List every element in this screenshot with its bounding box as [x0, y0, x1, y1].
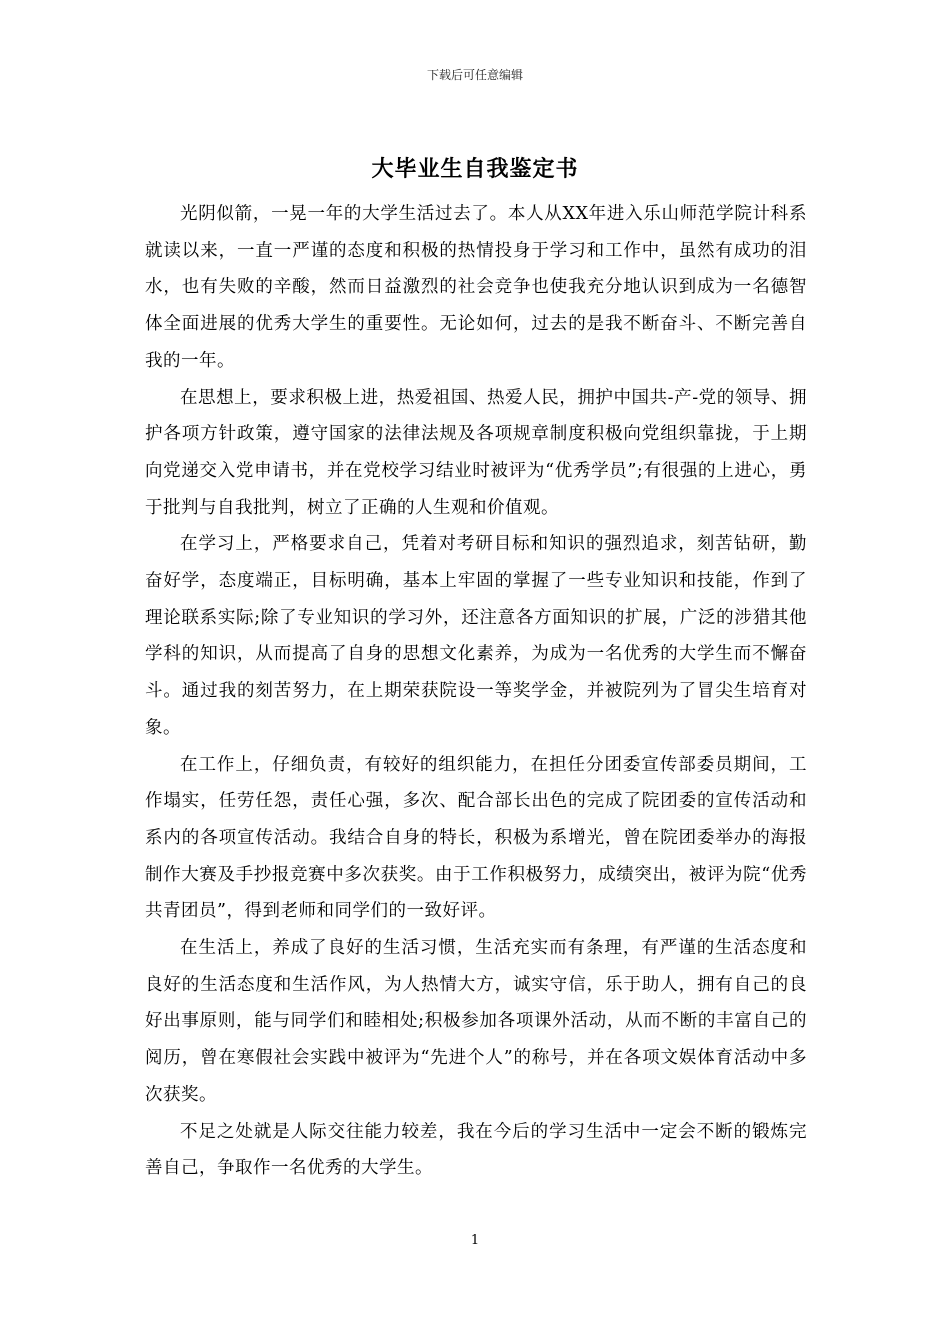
paragraph-intro: 光阴似箭，一晃一年的大学生活过去了。本人从XX年进入乐山师范学院计科系就读以来，一直一严谨的态度和积极的热情投身于学习和工作中，虽然有成功的泪水，也有失败的辛酸，然而日益激烈的社会竞争也使我充分地认识到成为一名德智体全面进展的优秀大学生的重要性。无论如何，过去的是我不断奋斗、不断完善自我的一年。: [145, 204, 807, 371]
paragraph-shortcoming: 不足之处就是人际交往能力较差，我在今后的学习生活中一定会不断的锻炼完善自己，争取作一名优秀的大学生。: [145, 1121, 807, 1179]
page-number: 1: [470, 1233, 480, 1248]
header-note: 下载后可任意编辑: [426, 68, 523, 82]
paragraph-thought: 在思想上，要求积极上进，热爱祖国、热爱人民，拥护中国共-产-党的领导、拥护各项方针政策，遵守国家的法律法规及各项规章制度积极向党组织靠拢，于上期向党递交入党申请书，并在党校学习结业时被评为“优秀学员”;有很强的上进心，勇于批判与自我批判，树立了正确的人生观和价值观。: [145, 387, 807, 518]
paragraph-life: 在生活上，养成了良好的生活习惯，生活充实而有条理，有严谨的生活态度和良好的生活态度和生活作风，为人热情大方，诚实守信，乐于助人，拥有自己的良好出事原则，能与同学们和睦相处;积极参加各项课外活动，从而不断的丰富自己的阅历，曾在寒假社会实践中被评为“先进个人”的称号，并在各项文娱体育活动中多次获奖。: [145, 938, 807, 1105]
paragraph-work: 在工作上，仔细负责，有较好的组织能力，在担任分团委宣传部委员期间，工作塌实，任劳任怨，责任心强，多次、配合部长出色的完成了院团委的宣传活动和系内的各项宣传活动。我结合自身的特长，积极为系增光，曾在院团委举办的海报制作大赛及手抄报竞赛中多次获奖。由于工作积极努力，成绩突出，被评为院“优秀共青团员”，得到老师和同学们的一致好评。: [145, 754, 807, 922]
document-title: 大毕业生自我鉴定书: [371, 157, 579, 182]
document-body: [145, 196, 807, 1187]
paragraph-study: 在学习上，严格要求自己，凭着对考研目标和知识的强烈追求，刻苦钻研，勤奋好学，态度端正，目标明确，基本上牢固的掌握了一些专业知识和技能，作到了理论联系实际;除了专业知识的学习外，还注意各方面知识的扩展，广泛的涉猎其他学科的知识，从而提高了自身的思想文化素养，为成为一名优秀的大学生而不懈奋斗。通过我的刻苦努力，在上期荣获院设一等奖学金，并被院列为了冒尖生培育对象。: [145, 534, 807, 738]
